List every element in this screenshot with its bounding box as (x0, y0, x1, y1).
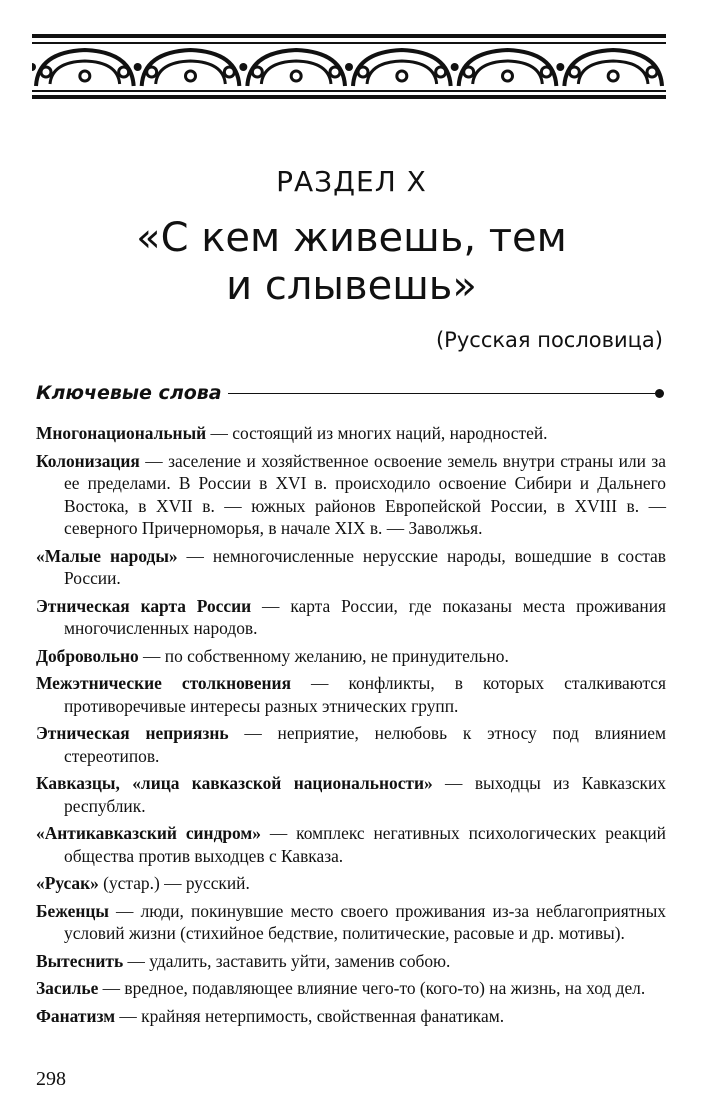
glossary-term: Беженцы (36, 900, 109, 921)
glossary-term: «Малые народы» (36, 545, 178, 566)
glossary-definition: — выходцы из Кавказских республик. (64, 773, 666, 816)
glossary-entry (36, 822, 666, 867)
glossary-term: Многонациональный (36, 423, 207, 443)
glossary-term: Этническая карта России (36, 595, 252, 616)
glossary-entry (36, 977, 666, 1000)
glossary-entry (36, 950, 666, 973)
glossary-entry (36, 1005, 666, 1028)
keywords-label: Ключевые слова (36, 382, 222, 404)
glossary-definition: — конфликты, в которых сталкиваются противоречивые интересы разных этнических групп. (64, 673, 666, 716)
glossary-entry (36, 595, 666, 640)
glossary-entry (36, 900, 666, 945)
bullet-dot-icon (655, 389, 664, 398)
glossary-term: Межэтнические столкновения (36, 673, 291, 693)
glossary-definition: — неприятие, нелюбовь к этносу под влиянием стереотипов. (64, 723, 666, 766)
page-number: 298 (36, 1068, 66, 1090)
glossary-term: «Антикавказский синдром» (36, 823, 261, 843)
title-line-1: «С кем живешь, тем (136, 215, 567, 261)
glossary-definition: — состоящий из многих наций, народностей. (206, 423, 548, 443)
glossary-term: Колонизация (36, 450, 140, 471)
glossary-term: Кавказцы, «лица кавказской национальности» (36, 773, 433, 793)
glossary-definition: — вредное, подавляющее влияние чего-то (кого-то) на жизнь, на ход дел. (98, 978, 646, 998)
glossary-entry (36, 722, 666, 767)
section-title: РАЗДЕЛ X (276, 165, 427, 198)
glossary-definition: (устар.) — русский. (98, 873, 250, 893)
glossary-term: Вытеснить (36, 950, 124, 971)
glossary-definition: — комплекс негативных психологических реакций общества против выходцев с Кавказа. (64, 823, 666, 866)
glossary-term: Засилье (36, 978, 99, 998)
glossary-term: Этническая неприязнь (36, 723, 229, 743)
page-title (0, 214, 703, 310)
glossary-entry (36, 422, 666, 445)
glossary-definition: — люди, покинувшие место своего проживания из-за неблагоприятных условий жизни (стихийное бедствие, политические, расовые и др. мотивы). (64, 900, 666, 943)
glossary-entry (36, 772, 666, 817)
glossary-term: «Русак» (36, 873, 99, 893)
glossary-term: Фанатизм (36, 1005, 116, 1026)
title-line-2: и слывешь» (226, 263, 477, 309)
glossary-definition: — крайняя нетерпимость, свойственная фанатикам. (115, 1005, 505, 1026)
keywords-heading (36, 379, 664, 407)
glossary-definition: — немногочисленные нерусские народы, вошедшие в состав России. (64, 545, 666, 588)
ornamental-border-icon (32, 34, 666, 100)
glossary-entry (36, 545, 666, 590)
glossary-entry (36, 672, 666, 717)
proverb-source: (Русская пословица) (435, 328, 663, 352)
heading-rule (228, 393, 655, 394)
glossary (36, 422, 666, 1032)
glossary-entry (36, 645, 666, 668)
glossary-definition: — удалить, заставить уйти, заменив собою. (123, 950, 451, 971)
glossary-term: Добровольно (36, 645, 139, 666)
glossary-entry (36, 872, 666, 895)
glossary-definition: — по собственному желанию, не принудительно. (138, 645, 509, 666)
glossary-entry (36, 450, 666, 540)
glossary-definition: — заселение и хозяйственное освоение земель внутри страны или за ее пределами. В России в XVI в. происходило освоение Сибири и Дальнего Востока, в XVII в. — южных районов Европейской России, в XVIII в. — северного Причерноморья, в начале XIX в. — Заволжья. (64, 450, 666, 538)
glossary-definition: — карта России, где показаны места проживания многочисленных народов. (64, 595, 666, 638)
